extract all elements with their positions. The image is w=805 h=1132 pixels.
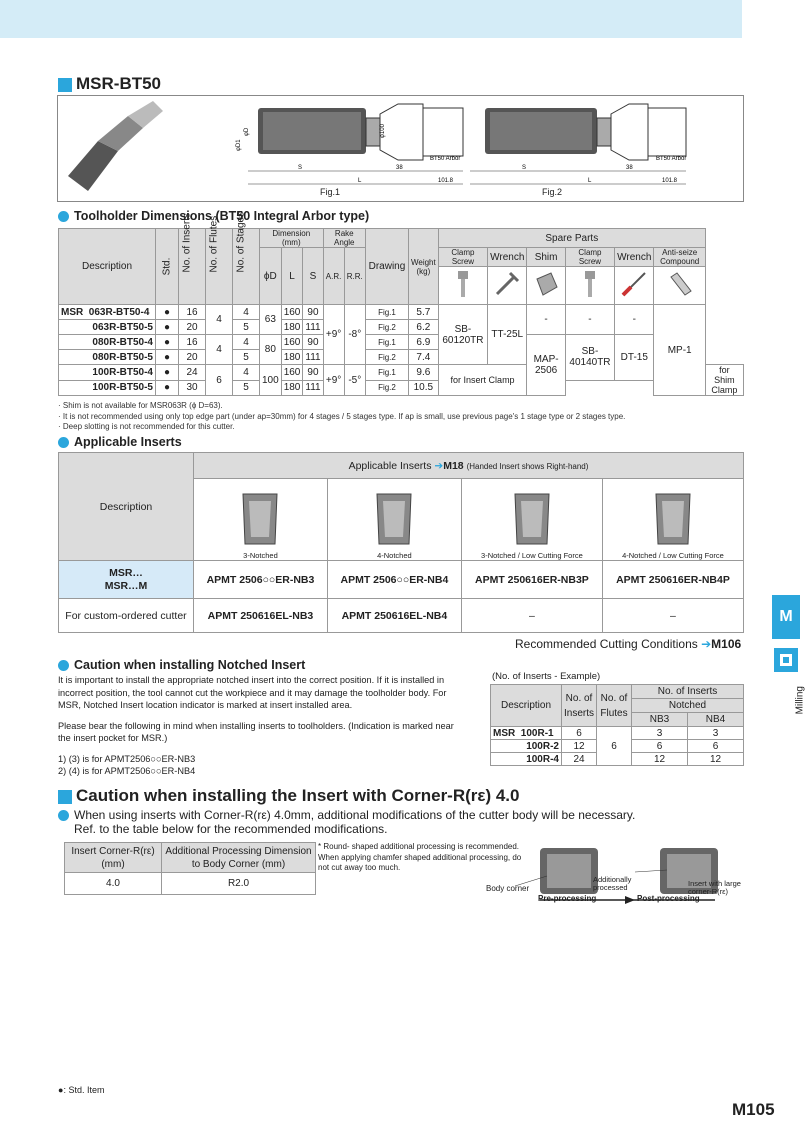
std-dot-icon: ● [156, 320, 179, 335]
figure-frame [57, 95, 744, 202]
cell-drawing: Fig.1 [365, 305, 408, 320]
svg-text:S: S [298, 165, 303, 171]
cell-rr: -5° [344, 365, 365, 396]
insert-code: APMT 250616EL-NB3 [194, 599, 328, 633]
svg-text:38: 38 [396, 165, 403, 171]
cell-inserts: 30 [179, 380, 206, 396]
th-inserts: No. of Inserts [562, 685, 597, 727]
insert-code: – [461, 599, 602, 633]
cell-stages: 5 [233, 320, 260, 335]
th-wrench2: Wrench [615, 248, 654, 267]
cell-l: 180 [281, 320, 303, 335]
th-d: ϕD [260, 248, 282, 305]
row-custom-label: For custom-ordered cutter [59, 599, 194, 633]
square-bullet-icon [58, 790, 72, 804]
th-weight: Weight (kg) [408, 229, 438, 305]
toolholder-image [68, 101, 163, 191]
cell-inserts: 6 [562, 727, 597, 740]
fig2-caption: Fig.2 [542, 187, 563, 197]
row-description: MSR 100R-1 [491, 727, 562, 740]
th-flutes: No. of Flutes [206, 229, 233, 305]
std-dot-icon: ● [156, 350, 179, 365]
svg-text:38: 38 [626, 165, 633, 171]
cell-stages: 5 [233, 350, 260, 365]
cell-l: 160 [281, 365, 303, 381]
cell-screw2-dash: - [565, 305, 614, 335]
arrow-circle-icon: ➔ [434, 459, 444, 472]
cell-rr: -8° [344, 305, 365, 365]
corner-text: When using inserts with Corner-R(rε) 4.0mm, additional modifications of the cutter body will be necessary. Ref. to the table below for the recommended modifications. [58, 808, 658, 836]
th-nb3: NB3 [632, 713, 688, 727]
th-notched: Notched [632, 699, 744, 713]
th-spare: Spare Parts [438, 229, 705, 248]
th-rr: R.R. [344, 248, 365, 305]
page-number: M105 [732, 1100, 775, 1119]
insert-col: 4-Notched [327, 479, 461, 561]
insert-col: 3-Notched / Low Cutting Force [461, 479, 602, 561]
cell-weight: 7.4 [408, 350, 438, 365]
cell-drawing: Fig.2 [365, 320, 408, 335]
cell-s: 111 [303, 320, 323, 335]
example-table [490, 684, 744, 766]
row-msr-label: MSR… MSR…M [59, 561, 194, 599]
cell-weight: 10.5 [408, 380, 438, 396]
cell-wrench2-dash: - [615, 305, 654, 335]
note-line: · It is not recommended using only top edge part (under ap=30mm) for 4 stages / 5 stages type. If ap is small, use previous page's 1 stage type or 2 stages type. [58, 411, 626, 421]
cell-wrench: TT-25L [488, 305, 527, 365]
svg-text:L: L [358, 178, 362, 184]
th-shim: Shim [527, 248, 565, 267]
cell-inserts: 20 [179, 320, 206, 335]
arrow-circle-icon: ➔ [701, 637, 712, 651]
cell-stages: 4 [233, 365, 260, 381]
cell-wrench2: DT-15 [615, 335, 654, 381]
std-dot-icon: ● [156, 305, 179, 320]
insert-code: – [602, 599, 743, 633]
th-nb4: NB4 [688, 713, 744, 727]
arbor-drawing [58, 96, 743, 201]
svg-text:S: S [522, 165, 527, 171]
inserts-section-title: Applicable Inserts [58, 435, 182, 449]
circle-bullet-icon [58, 437, 69, 448]
row-description: 100R-BT50-4 [59, 365, 156, 381]
fig2-drawing [470, 104, 686, 184]
cell-drawing: Fig.2 [365, 350, 408, 365]
th-wrench: Wrench [488, 248, 527, 267]
cell-l: 160 [281, 335, 303, 350]
holder-section-title: Toolholder Dimensions (BT50 Integral Arbor type) [58, 209, 369, 223]
row-description: 080R-BT50-4 [59, 335, 156, 350]
th-stages: No. of Stages [233, 229, 260, 305]
insert-code: APMT 250616ER-NB3P [461, 561, 602, 599]
cell-clamp-screw: SB-60120TR [438, 305, 487, 365]
top-banner [0, 0, 742, 38]
caution-item: 1) (3) is for APMT2506○○ER-NB3 [58, 753, 196, 764]
square-bullet-icon [58, 78, 72, 92]
cell-drawing: Fig.1 [365, 335, 408, 350]
insert-image [369, 489, 419, 549]
cell-nb3: 3 [632, 727, 688, 740]
cell-flutes: 4 [206, 335, 233, 365]
svg-text:φD: φD [244, 127, 250, 136]
th-processing: Additional Processing Dimension to Body Corner (mm) [162, 843, 316, 873]
th-flutes: No. of Flutes [597, 685, 632, 727]
screw2-icon [565, 267, 614, 305]
cell-s: 90 [303, 335, 323, 350]
cell-l: 180 [281, 350, 303, 365]
corner-table [64, 842, 316, 895]
insert-image [507, 489, 557, 549]
cell-shim: MAP-2506 [527, 335, 565, 396]
cell-nb4: 12 [688, 753, 744, 766]
th-description: Description [59, 229, 156, 305]
insert-code: APMT 2506○○ER-NB4 [327, 561, 461, 599]
insert-col: 4-Notched / Low Cutting Force [602, 479, 743, 561]
side-label: Milling [794, 686, 805, 715]
row-description: 100R-4 [491, 753, 562, 766]
th-clamp-screw2: Clamp Screw [565, 248, 614, 267]
row-description: MSR 063R-BT50-4 [59, 305, 156, 320]
insert-code: APMT 250616EL-NB4 [327, 599, 461, 633]
svg-text:101.8: 101.8 [438, 178, 454, 184]
note-line: · Shim is not available for MSR063R (ϕ D=63). [58, 401, 223, 410]
cell-processing: R2.0 [162, 873, 316, 895]
caution-paragraph: Please bear the following in mind when installing inserts to toolholders. (Indication is marked near the insert pocket for MSR.) [58, 720, 454, 743]
cell-s: 111 [303, 380, 323, 396]
example-caption: (No. of Inserts - Example) [492, 671, 601, 682]
caution-title: Caution when installing Notched Insert [58, 658, 305, 672]
side-tab-m[interactable]: M [772, 595, 800, 639]
section-title: MSR-BT50 [58, 74, 161, 94]
circle-bullet-icon [58, 810, 69, 821]
svg-text:φ100: φ100 [380, 124, 386, 138]
std-dot-icon: ● [58, 1085, 64, 1095]
th-drawing: Drawing [365, 229, 408, 305]
insert-image [648, 489, 698, 549]
note-line: · Deep slotting is not recommended for this cutter. [58, 422, 235, 431]
cell-nb4: 3 [688, 727, 744, 740]
cell-s: 90 [303, 365, 323, 381]
cell-l: 180 [281, 380, 303, 396]
th-l: L [281, 248, 303, 305]
cell-drawing: Fig.2 [365, 380, 408, 396]
holder-notes [58, 401, 738, 433]
recommended-link[interactable]: Recommended Cutting Conditions ➔M106 [515, 637, 742, 651]
cell-nb3: 12 [632, 753, 688, 766]
insert-large-label: Insert with large corner-R(rε) [688, 879, 741, 896]
cell-flutes: 4 [206, 305, 233, 335]
row-description: 100R-2 [491, 740, 562, 753]
cell-s: 111 [303, 350, 323, 365]
cell-inserts: 24 [179, 365, 206, 381]
cell-diam: 80 [260, 335, 282, 365]
th-inserts: No. of Inserts [179, 229, 206, 305]
cell-nb4: 6 [688, 740, 744, 753]
cell-diam: 63 [260, 305, 282, 335]
th-s: S [303, 248, 323, 305]
std-dot-icon: ● [156, 335, 179, 350]
circle-bullet-icon [58, 211, 69, 222]
th-antiseize: Anti-seize Compound [654, 248, 705, 267]
inserts-table [58, 452, 744, 633]
corner-title: Caution when installing the Insert with Corner-R(rε) 4.0 [58, 786, 520, 806]
cell-corner-r: 4.0 [65, 873, 162, 895]
wrench-icon [488, 267, 527, 305]
th-corner-r: Insert Corner-R(rε) (mm) [65, 843, 162, 873]
cell-for-shim: for Shim Clamp [705, 365, 743, 396]
cell-weight: 6.9 [408, 335, 438, 350]
caution-item: 2) (4) is for APMT2506○○ER-NB4 [58, 766, 196, 776]
svg-text:L: L [588, 178, 592, 184]
insert-image [235, 489, 285, 549]
add-proc-label: Additionally processed [593, 875, 632, 892]
cell-nb3: 6 [632, 740, 688, 753]
th-description: Description [491, 685, 562, 727]
insert-code: APMT 250616ER-NB4P [602, 561, 743, 599]
footer-legend: ●: Std. Item [58, 1085, 105, 1095]
th-dimension: Dimension (mm) [260, 229, 324, 248]
pre-processing-label: Pre-processing [538, 894, 597, 903]
cell-ar: +9° [323, 305, 344, 365]
cell-ar: +9° [323, 365, 344, 396]
insert-code: APMT 2506○○ER-NB3 [194, 561, 328, 599]
body-corner-label: Body corner [486, 884, 530, 893]
cell-inserts: 16 [179, 305, 206, 320]
cell-drawing: Fig.1 [365, 365, 408, 381]
std-dot-icon: ● [156, 380, 179, 396]
cell-inserts: 20 [179, 350, 206, 365]
svg-text:φD1: φD1 [236, 139, 242, 151]
caution-paragraph: It is important to install the appropriate notched insert into the correct position. If it is installed in incorrect position, the tool cannot cut the workpiece and it may damage the toolholder body. For MSR, Notched Insert location indicator is marked at insert installed area. [58, 675, 447, 710]
th-rake: Rake Angle [323, 229, 365, 248]
cell-inserts: 16 [179, 335, 206, 350]
cell-stages: 4 [233, 305, 260, 320]
th-description: Description [59, 453, 194, 561]
cell-flutes: 6 [206, 365, 233, 396]
std-dot-icon: ● [156, 365, 179, 381]
shim-icon [527, 267, 565, 305]
th-clamp-screw: Clamp Screw [438, 248, 487, 267]
circle-bullet-icon [58, 660, 69, 671]
fig1-drawing [248, 104, 463, 184]
cell-flutes: 6 [597, 727, 632, 766]
row-description: 100R-BT50-5 [59, 380, 156, 396]
cell-stages: 4 [233, 335, 260, 350]
fig1-caption: Fig.1 [320, 187, 341, 197]
driver-icon [615, 267, 654, 305]
svg-text:101.8: 101.8 [662, 178, 678, 184]
row-description: 063R-BT50-5 [59, 320, 156, 335]
svg-text:BT50 Arbor: BT50 Arbor [430, 156, 461, 162]
cell-stages: 5 [233, 380, 260, 396]
cell-shim-dash: - [527, 305, 565, 335]
post-processing-label: Post-processing [637, 894, 700, 903]
cell-s: 90 [303, 305, 323, 320]
cell-diam: 100 [260, 365, 282, 396]
cell-weight: 5.7 [408, 305, 438, 320]
cell-inserts: 12 [562, 740, 597, 753]
milling-icon [774, 648, 798, 672]
cell-weight: 6.2 [408, 320, 438, 335]
th-group: No. of Inserts [632, 685, 744, 699]
insert-col: 3-Notched [194, 479, 328, 561]
th-std: Std. [156, 229, 179, 305]
cell-clamp-screw2: SB-40140TR [565, 335, 614, 381]
cell-inserts: 24 [562, 753, 597, 766]
cell-weight: 9.6 [408, 365, 438, 381]
corner-note: * Round- shaped additional processing is recommended. When applying chamfer shaped additional processing, do not cut away too much. [318, 842, 522, 872]
svg-text:BT50 Arbor: BT50 Arbor [656, 156, 687, 162]
caution-text [58, 674, 463, 778]
row-description: 080R-BT50-5 [59, 350, 156, 365]
screw-icon [438, 267, 487, 305]
cell-for-insert: for Insert Clamp [438, 365, 527, 396]
th-applicable: Applicable Inserts ➔M18 (Handed Insert shows Right-hand) [194, 453, 744, 479]
cell-l: 160 [281, 305, 303, 320]
cell-antiseize: MP-1 [654, 305, 705, 396]
tube-icon [654, 267, 705, 305]
th-ar: A.R. [323, 248, 344, 305]
